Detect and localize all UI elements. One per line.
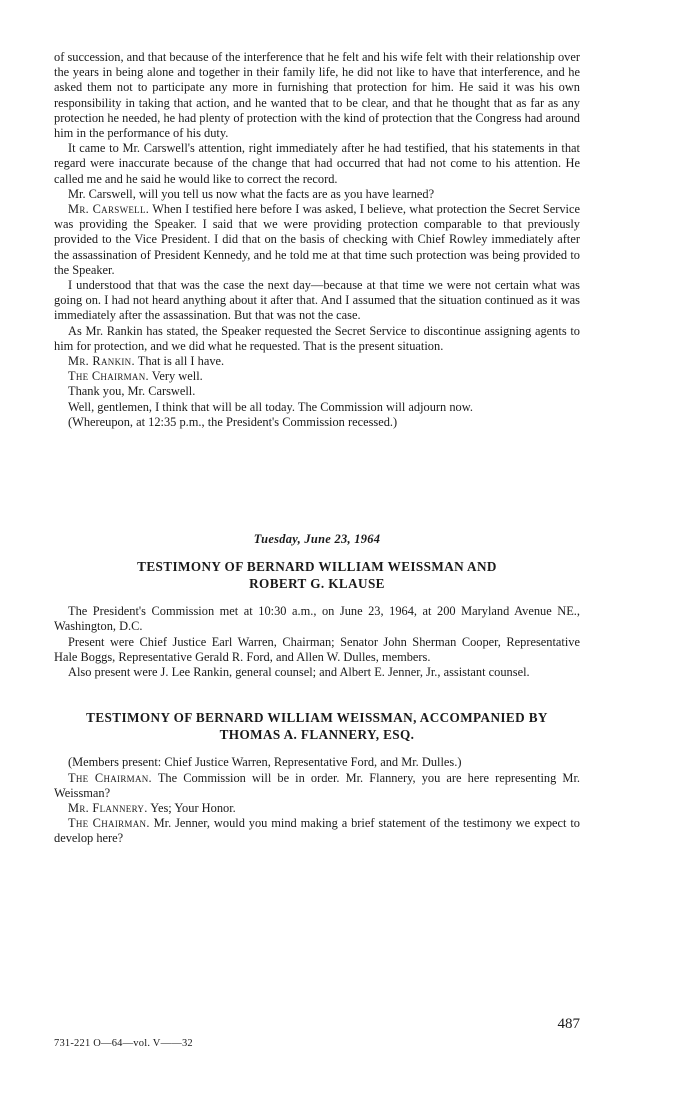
heading-line: TESTIMONY OF BERNARD WILLIAM WEISSMAN, ACCOMPANIED BY xyxy=(86,710,548,726)
section-gap xyxy=(54,430,580,532)
paragraph: Present were Chief Justice Earl Warren, Chairman; Senator John Sherman Cooper, Representative Hale Boggs, Representative Gerald R. Ford, and Allen W. Dulles, members. xyxy=(54,634,580,664)
paragraph: The President's Commission met at 10:30 a.m., on June 23, 1964, at 200 Maryland Avenue NE., Washington, D.C. xyxy=(54,604,580,634)
paragraph xyxy=(54,801,580,816)
speech-text: That is all I have. xyxy=(134,354,225,369)
heading-line: THOMAS A. FLANNERY, ESQ. xyxy=(219,726,415,742)
heading-line: ROBERT G. KLAUSE xyxy=(249,575,385,591)
recess-note: (Whereupon, at 12:35 p.m., the President's Commission recessed.) xyxy=(68,414,398,429)
session-date: Tuesday, June 23, 1964 xyxy=(253,532,381,547)
testimony-heading xyxy=(54,710,580,743)
paragraph: Thank you, Mr. Carswell. xyxy=(68,384,196,399)
paragraph: of succession, and that because of the interference that he felt and his wife felt with their relationship over the years in being alone and together in their family life, he did not like to have that interference, and he asked them not to participate any more in furnishing that protection for him. He said it was his own responsibility in taking that action, and he wanted that to be clear, and that he thought that as far as any protection he needed, he had plenty of protection with the kind of protection that the Congress had around him in the performance of his duty. xyxy=(54,50,580,141)
paragraph: As Mr. Rankin has stated, the Speaker requested the Secret Service to discontinue assigning agents to him for protection, and we did what he requested. That is the present situation. xyxy=(54,323,580,353)
paragraph xyxy=(54,369,580,384)
paragraph xyxy=(54,816,580,846)
speaker-name: Mr. Flannery. xyxy=(68,800,148,815)
speaker-name: The Chairman. xyxy=(68,770,152,785)
speech-text: When I testified here before I was asked, I believe, what protection the Secret Service was providing the Speaker. I said that we were providing protection comparable to that previously provided to the Vice President. I did that on the basis of checking with Chief Rowley immediately after the assassination of President Kennedy, and he told me at that time such protection was being provided to the Speaker. xyxy=(54,202,580,277)
speech-text: Very well. xyxy=(148,369,203,384)
print-code: 731-221 O—64—vol. V——32 xyxy=(54,1038,193,1049)
paragraph xyxy=(54,771,580,801)
paragraph: (Members present: Chief Justice Warren, Representative Ford, and Mr. Dulles.) xyxy=(68,755,462,770)
heading-line: TESTIMONY OF BERNARD WILLIAM WEISSMAN AND xyxy=(137,559,497,575)
paragraph xyxy=(54,354,580,369)
speech-text: The Commission will be in order. Mr. Flannery, you are here representing Mr. Weissman? xyxy=(54,770,580,800)
document-page xyxy=(54,50,580,847)
paragraph: Mr. Carswell, will you tell us now what the facts are as you have learned? xyxy=(68,186,435,201)
section-heading xyxy=(54,559,580,592)
paragraph: I understood that that was the case the next day—because at that time we were not certain what was going on. I had not heard anything about it after that. And I assumed that the situation continued as it was immediately after the assassination. But that was not the case. xyxy=(54,278,580,323)
page-number: 487 xyxy=(557,1016,580,1032)
paragraph: Also present were J. Lee Rankin, general counsel; and Albert E. Jenner, Jr., assistant counsel. xyxy=(68,665,530,680)
speaker-name: The Chairman. xyxy=(68,816,150,831)
speaker-name: The Chairman. xyxy=(68,369,149,384)
paragraph: It came to Mr. Carswell's attention, right immediately after he had testified, that his statements in that regard were inaccurate because of the change that had occurred that had not come to his attention. He called me and he said he would like to correct the record. xyxy=(54,141,580,186)
speaker-name: Mr. Carswell. xyxy=(68,202,150,217)
speech-text: Yes; Your Honor. xyxy=(147,800,236,815)
paragraph xyxy=(54,202,580,278)
speaker-name: Mr. Rankin. xyxy=(68,354,135,369)
paragraph: Well, gentlemen, I think that will be all today. The Commission will adjourn now. xyxy=(68,399,473,414)
speech-text: Mr. Jenner, would you mind making a brief statement of the testimony we expect to develop here? xyxy=(54,816,580,846)
